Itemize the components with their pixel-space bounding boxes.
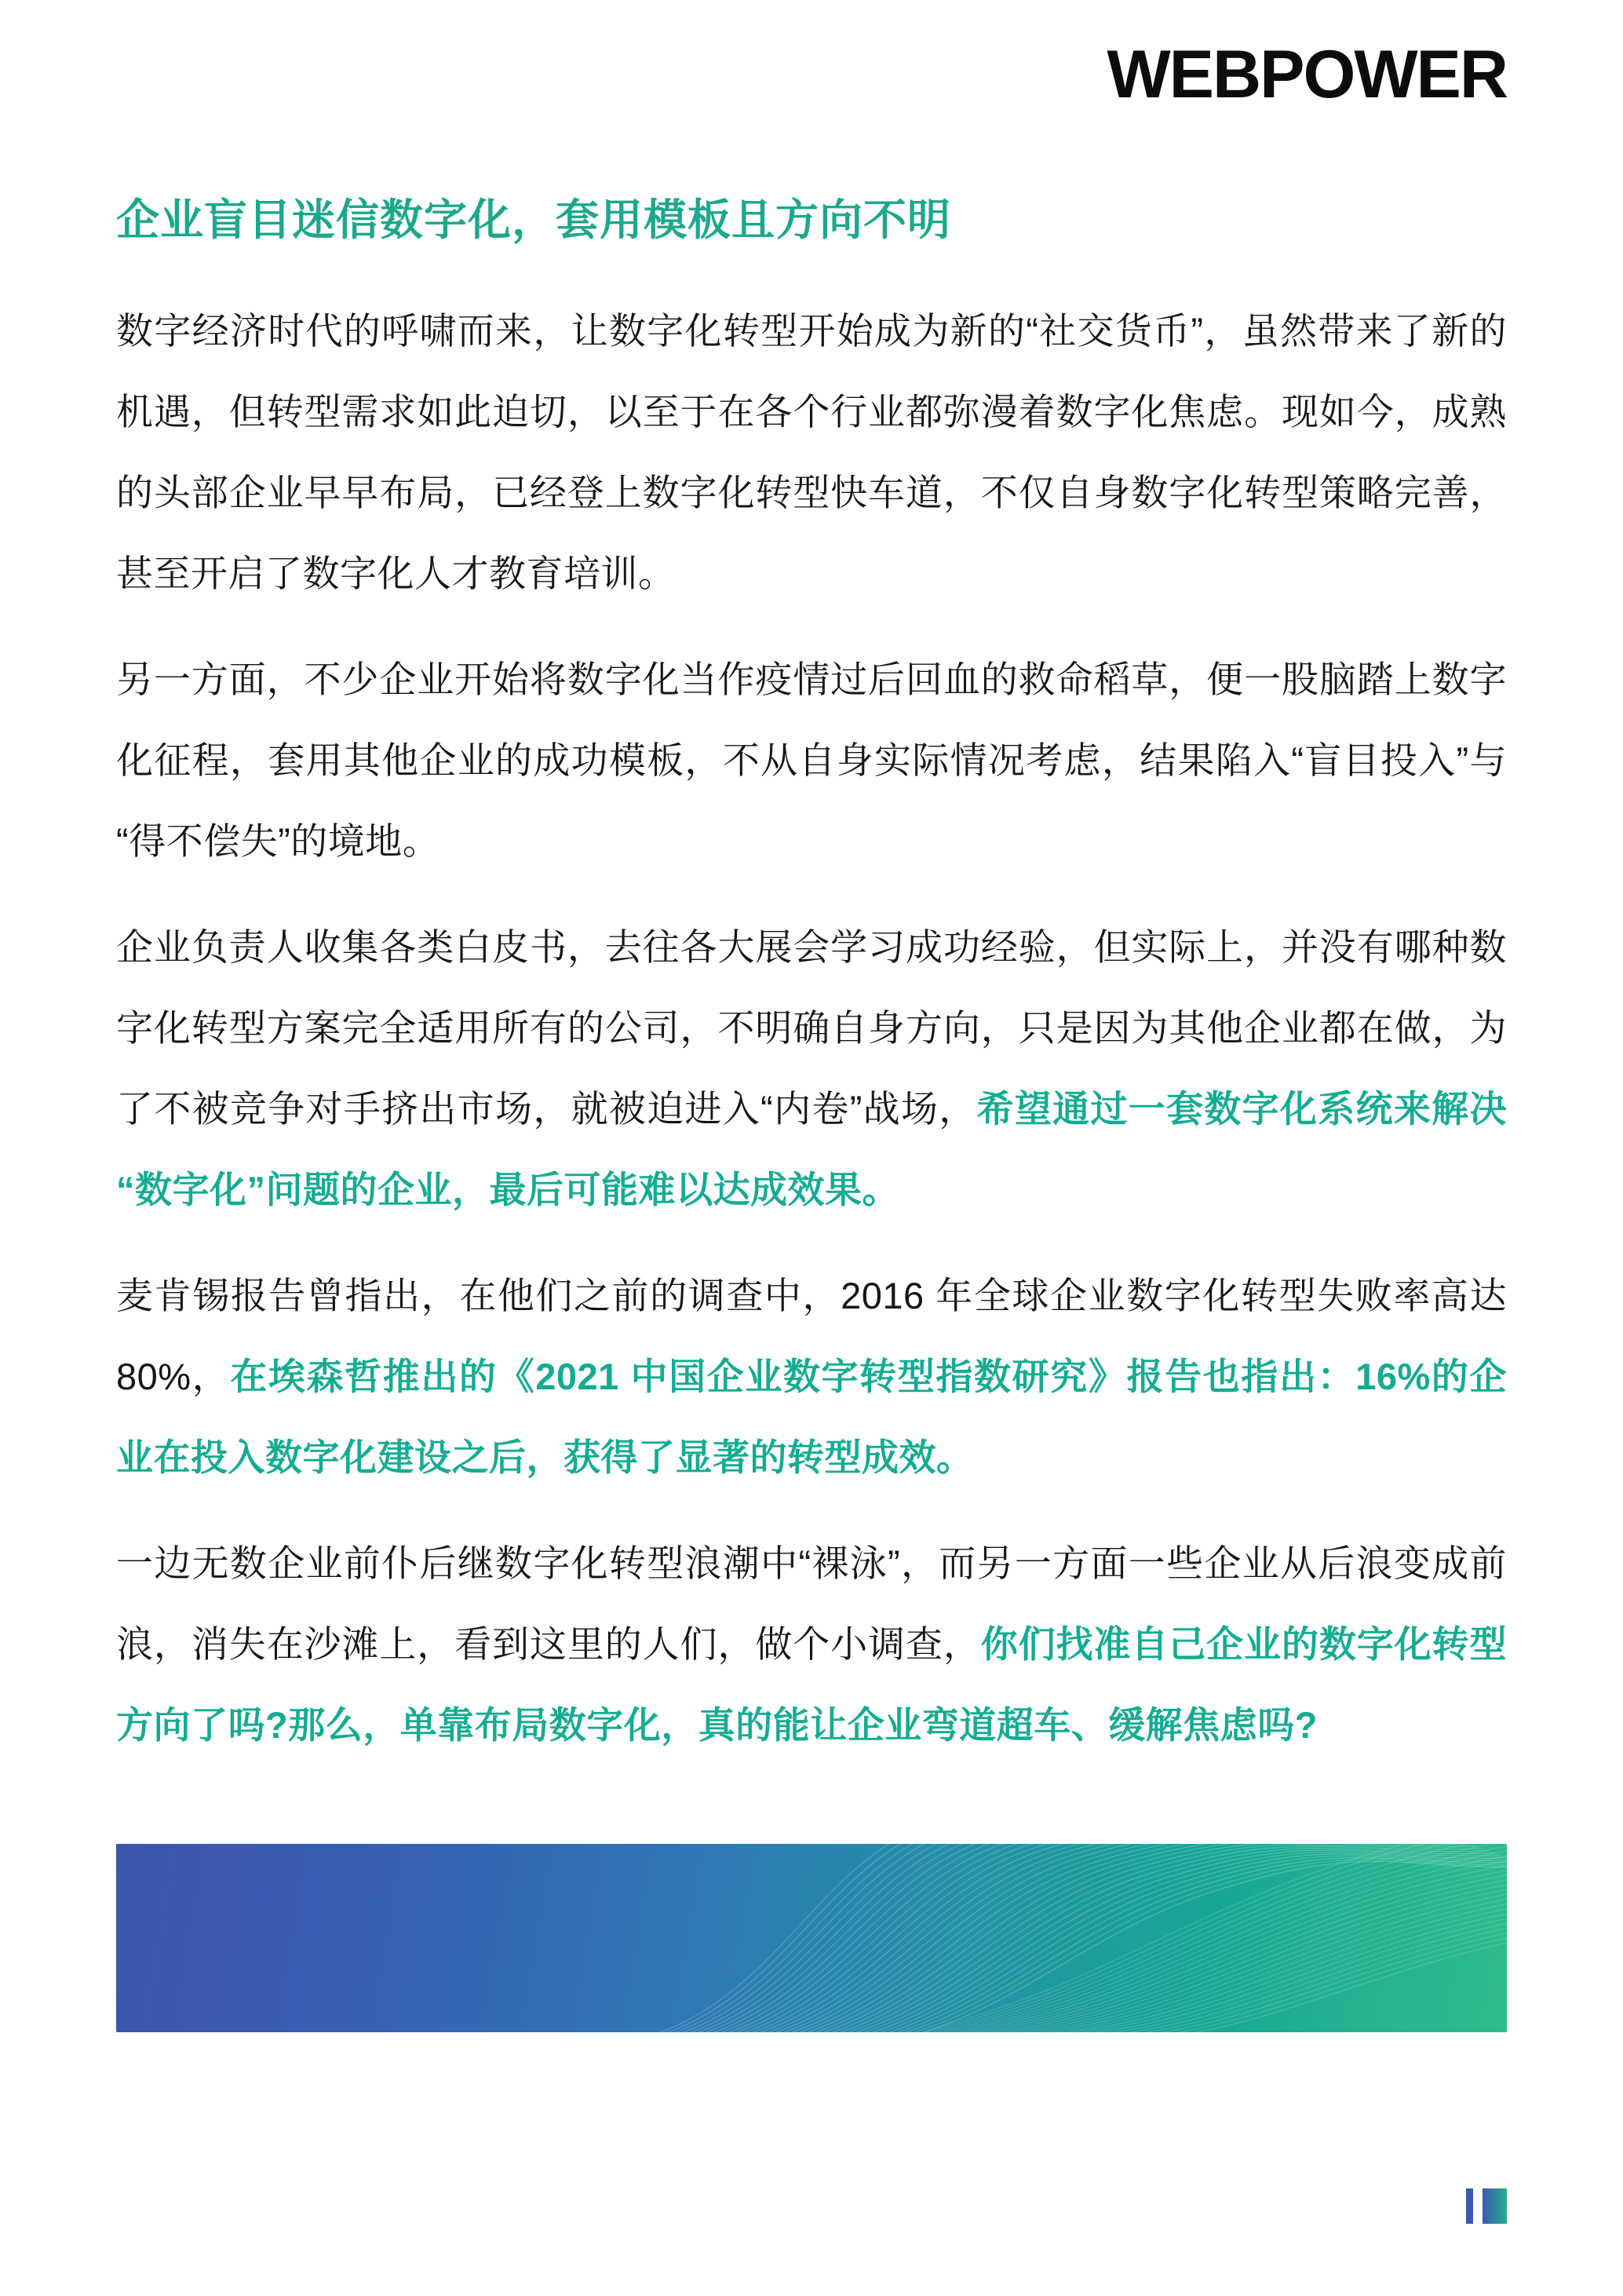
paragraph-3 (116, 907, 1507, 1230)
webpower-logo: WEBPOWER (1107, 37, 1507, 112)
paragraph-4 (116, 1255, 1507, 1498)
paragraph-3-highlight: 希望通过一套数字化系统来解决“数字化”问题的企业，最后可能难以达成效果。 (116, 1088, 1507, 1210)
paragraph-2-text: 另一方面，不少企业开始将数字化当作疫情过后回血的救命稻草，便一股脑踏上数字化征程，套用其他企业的成功模板，不从自身实际情况考虑，结果陷入“盲目投入”与“得不偿失”的境地。 (116, 659, 1507, 862)
paragraph-5-text: 一边无数企业前仆后继数字化转型浪潮中“裸泳”，而另一方面一些企业从后浪变成前浪，消失在沙滩上，看到这里的人们，做个小调查， (116, 1542, 1507, 1665)
paragraph-5-highlight: 你们找准自己企业的数字化转型方向了吗?那么，单靠布局数字化，真的能让企业弯道超车、缓解焦虑吗? (116, 1623, 1508, 1746)
page-indicator (1466, 2188, 1507, 2224)
paragraph-4-highlight: 在埃森哲推出的《2021 中国企业数字转型指数研究》报告也指出：16%的企业在投入数字化建设之后，获得了显著的转型成效。 (116, 1356, 1507, 1478)
paragraph-5 (116, 1523, 1507, 1765)
section-heading: 企业盲目迷信数字化，套用模板且方向不明 (116, 195, 952, 244)
paragraph-1-text: 数字经济时代的呼啸而来，让数字化转型开始成为新的“社交货币”，虽然带来了新的机遇，但转型需求如此迫切，以至于在各个行业都弥漫着数字化焦虑。现如今，成熟的头部企业早早布局，已经登上数字化转型快车道，不仅自身数字化转型策略完善，甚至开启了数字化人才教育培训。 (116, 310, 1507, 594)
indicator-square-icon (1483, 2188, 1507, 2224)
paragraph-2 (116, 639, 1507, 882)
gradient-wave-banner (116, 1844, 1507, 2032)
indicator-bar-icon (1466, 2188, 1473, 2224)
wave-lines-graphic (116, 1844, 1507, 2032)
paragraph-4-text: 麦肯锡报告曾指出，在他们之前的调查中，2016 年全球企业数字化转型失败率高达 80%， (116, 1275, 1507, 1397)
paragraph-1 (116, 290, 1507, 614)
paragraph-3-text: 企业负责人收集各类白皮书，去往各大展会学习成功经验，但实际上，并没有哪种数字化转型方案完全适用所有的公司，不明确自身方向，只是因为其他企业都在做，为了不被竞争对手挤出市场，就被迫进入“内卷”战场， (116, 926, 1507, 1130)
article-content (116, 0, 1507, 2032)
